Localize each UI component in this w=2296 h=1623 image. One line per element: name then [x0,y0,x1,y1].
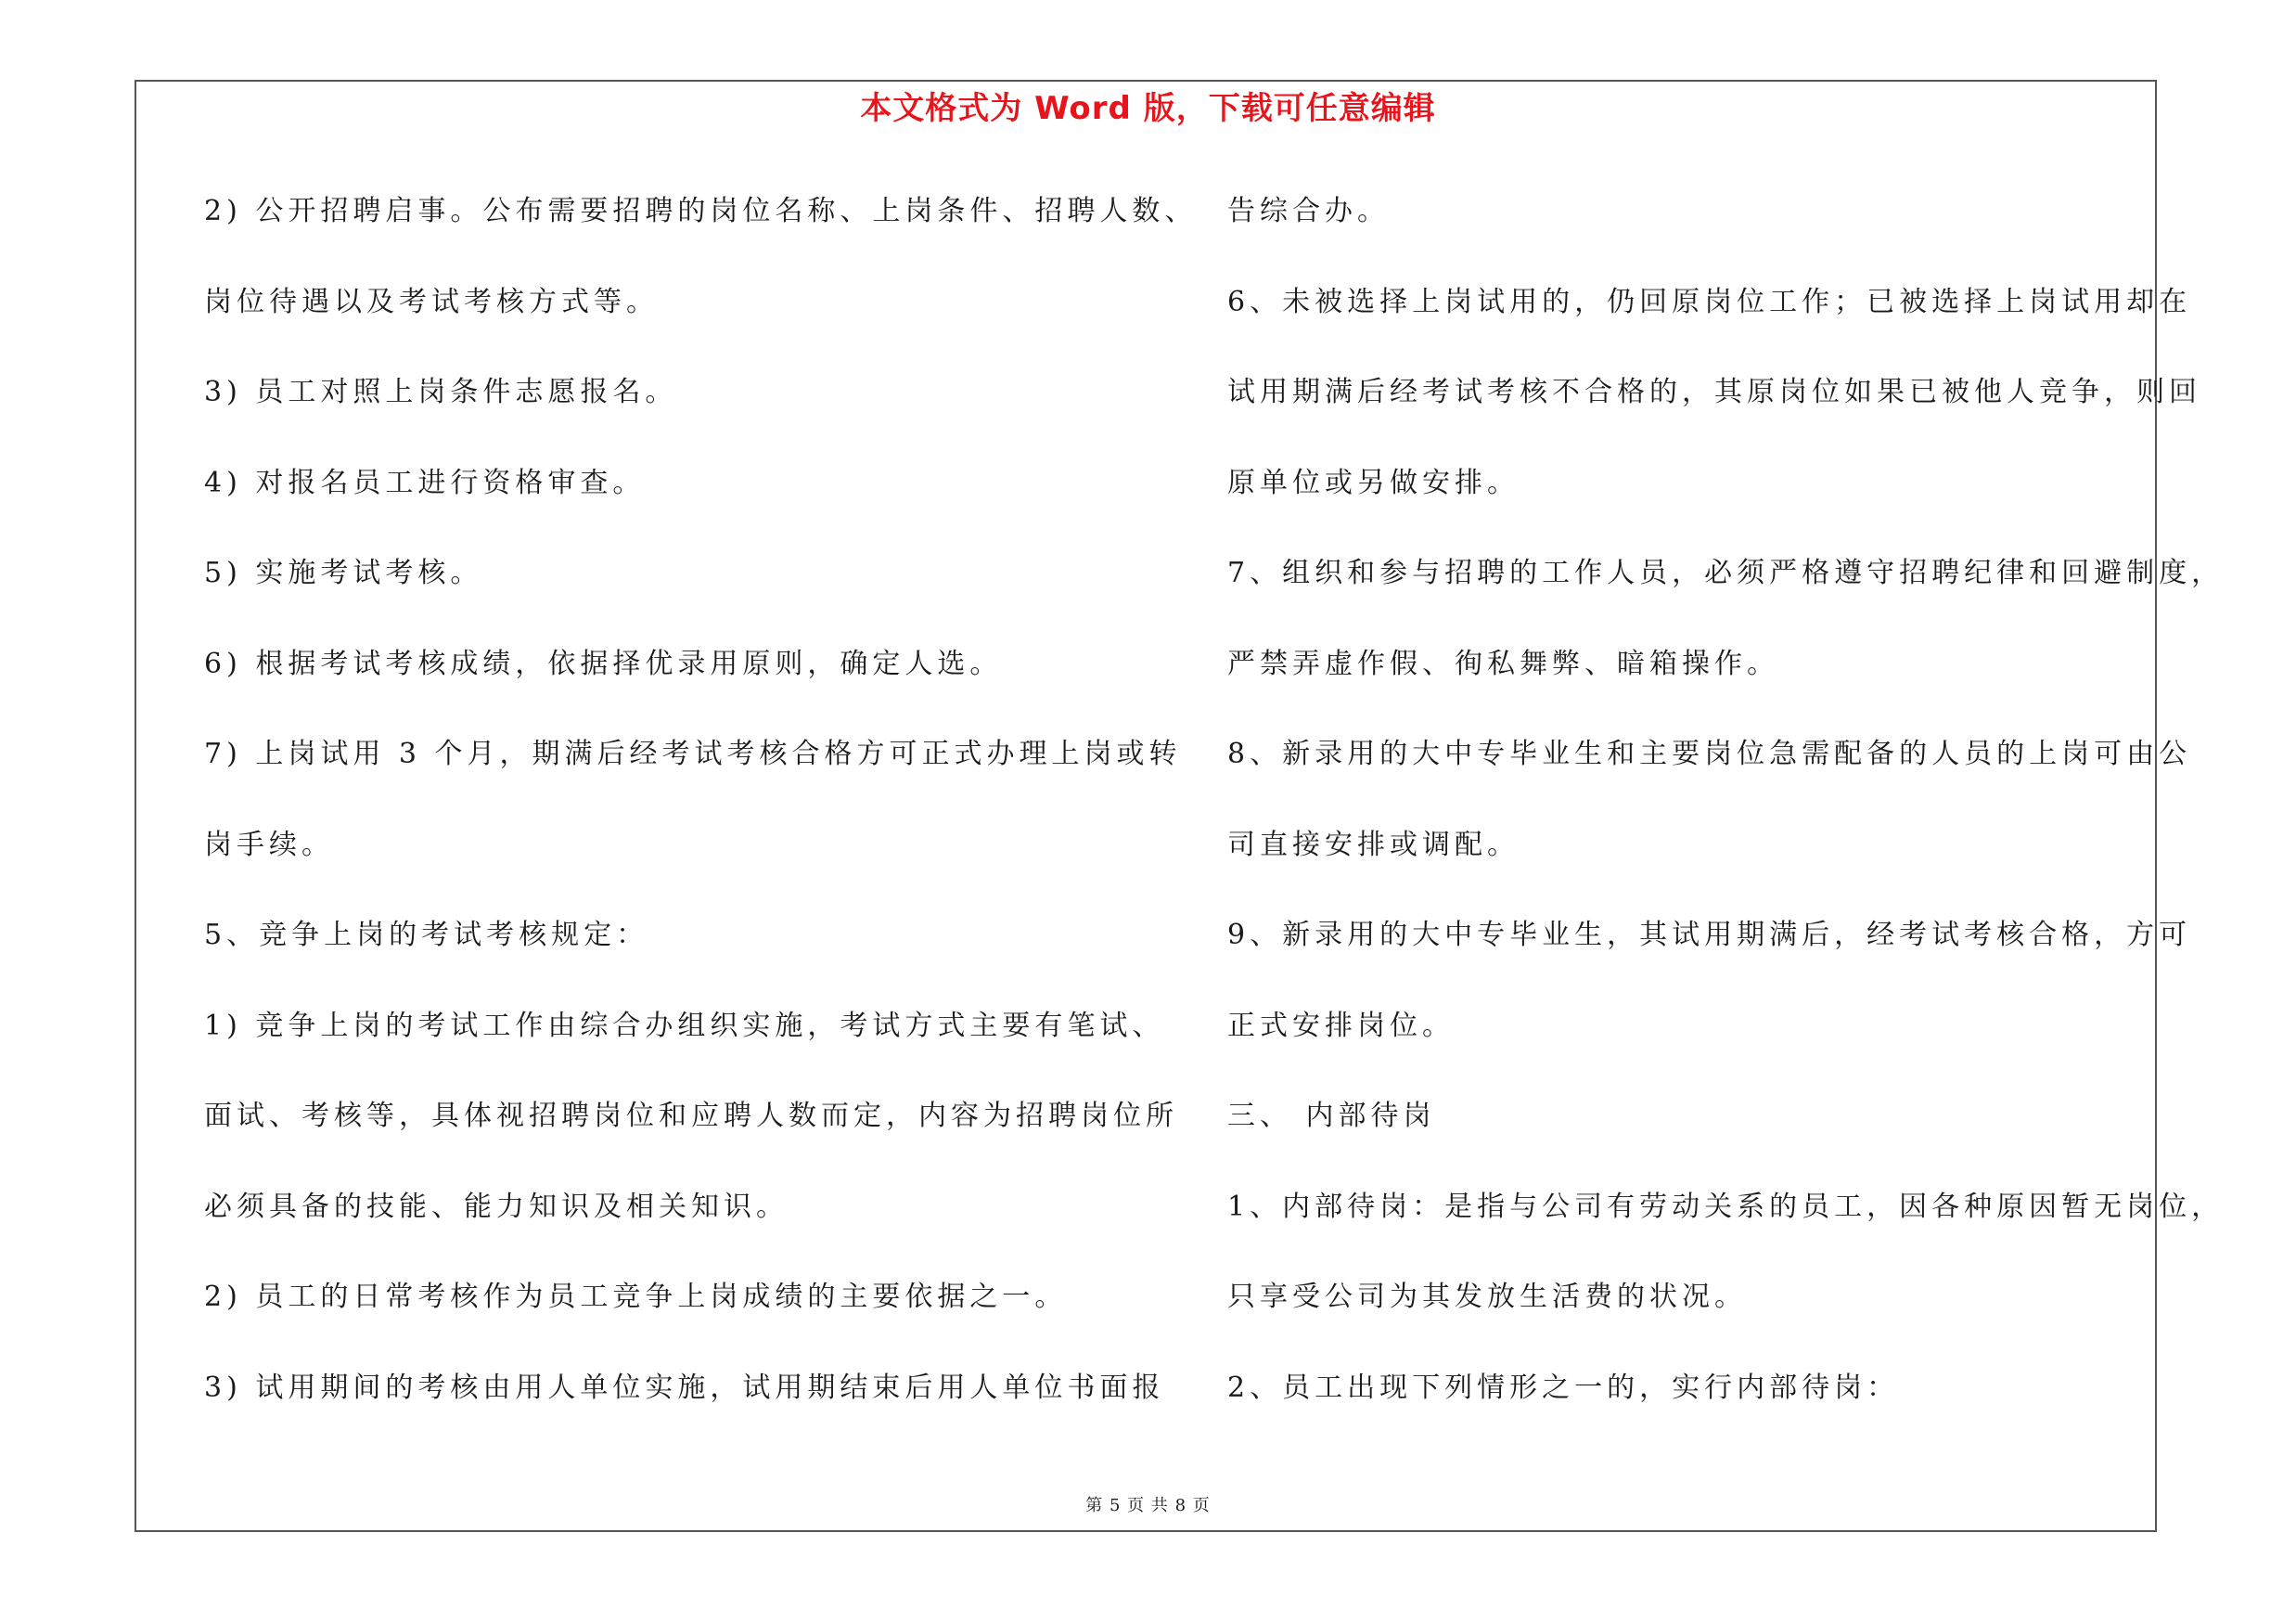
text-line: 4) 对报名员工进行资格审查。 [204,466,646,499]
watermark-banner: 本文格式为 Word 版，下载可任意编辑 [860,90,1436,127]
text-line: 7) 上岗试用 3 个月，期满后经考试考核合格方可正式办理上岗或转 [204,738,1182,770]
text-line: 面试、考核等，具体视招聘岗位和应聘人数而定，内容为招聘岗位所 [204,1100,1178,1132]
text-line: 必须具备的技能、能力知识及相关知识。 [204,1190,789,1223]
text-line: 岗位待遇以及考试考核方式等。 [204,285,659,318]
text-line: 试用期满后经考试考核不合格的，其原岗位如果已被他人竞争，则回 [1227,376,2201,408]
text-line: 严禁弄虚作假、徇私舞弊、暗箱操作。 [1227,647,1779,680]
text-line: 2) 员工的日常考核作为员工竞争上岗成绩的主要依据之一。 [204,1281,1068,1313]
text-line: 1) 竞争上岗的考试工作由综合办组织实施，考试方式主要有笔试、 [204,1009,1165,1042]
page-footer: 第 5 页 共 8 页 [1085,1496,1211,1515]
text-line: 6、未被选择上岗试用的，仍回原岗位工作；已被选择上岗试用却在 [1227,285,2192,318]
section-heading: 5、竞争上岗的考试考核规定： [204,919,649,951]
text-line: 告综合办。 [1227,195,1390,227]
text-line: 8、新录用的大中专毕业生和主要岗位急需配备的人员的上岗可由公 [1227,738,2192,770]
text-line: 2) 公开招聘启事。公布需要招聘的岗位名称、上岗条件、招聘人数、 [204,195,1198,227]
text-line: 原单位或另做安排。 [1227,466,1520,499]
text-line: 5) 实施考试考核。 [204,557,483,589]
text-line: 只享受公司为其发放生活费的状况。 [1227,1281,1747,1313]
text-line: 7、组织和参与招聘的工作人员，必须严格遵守招聘纪律和回避制度， [1227,557,2225,589]
text-line: 1、内部待岗：是指与公司有劳动关系的员工，因各种原因暂无岗位， [1227,1190,2225,1223]
text-line: 6) 根据考试考核成绩，依据择优录用原则，确定人选。 [204,647,1003,680]
text-line: 正式安排岗位。 [1227,1009,1455,1042]
text-line: 2、员工出现下列情形之一的，实行内部待岗： [1227,1371,1900,1404]
text-line: 3) 试用期间的考核由用人单位实施，试用期结束后用人单位书面报 [204,1371,1165,1404]
text-line: 9、新录用的大中专毕业生，其试用期满后，经考试考核合格，方可 [1227,919,2192,951]
text-line: 3) 员工对照上岗条件志愿报名。 [204,376,678,408]
text-line: 岗手续。 [204,828,334,861]
section-heading: 三、 内部待岗 [1227,1100,1436,1132]
text-line: 司直接安排或调配。 [1227,828,1520,861]
